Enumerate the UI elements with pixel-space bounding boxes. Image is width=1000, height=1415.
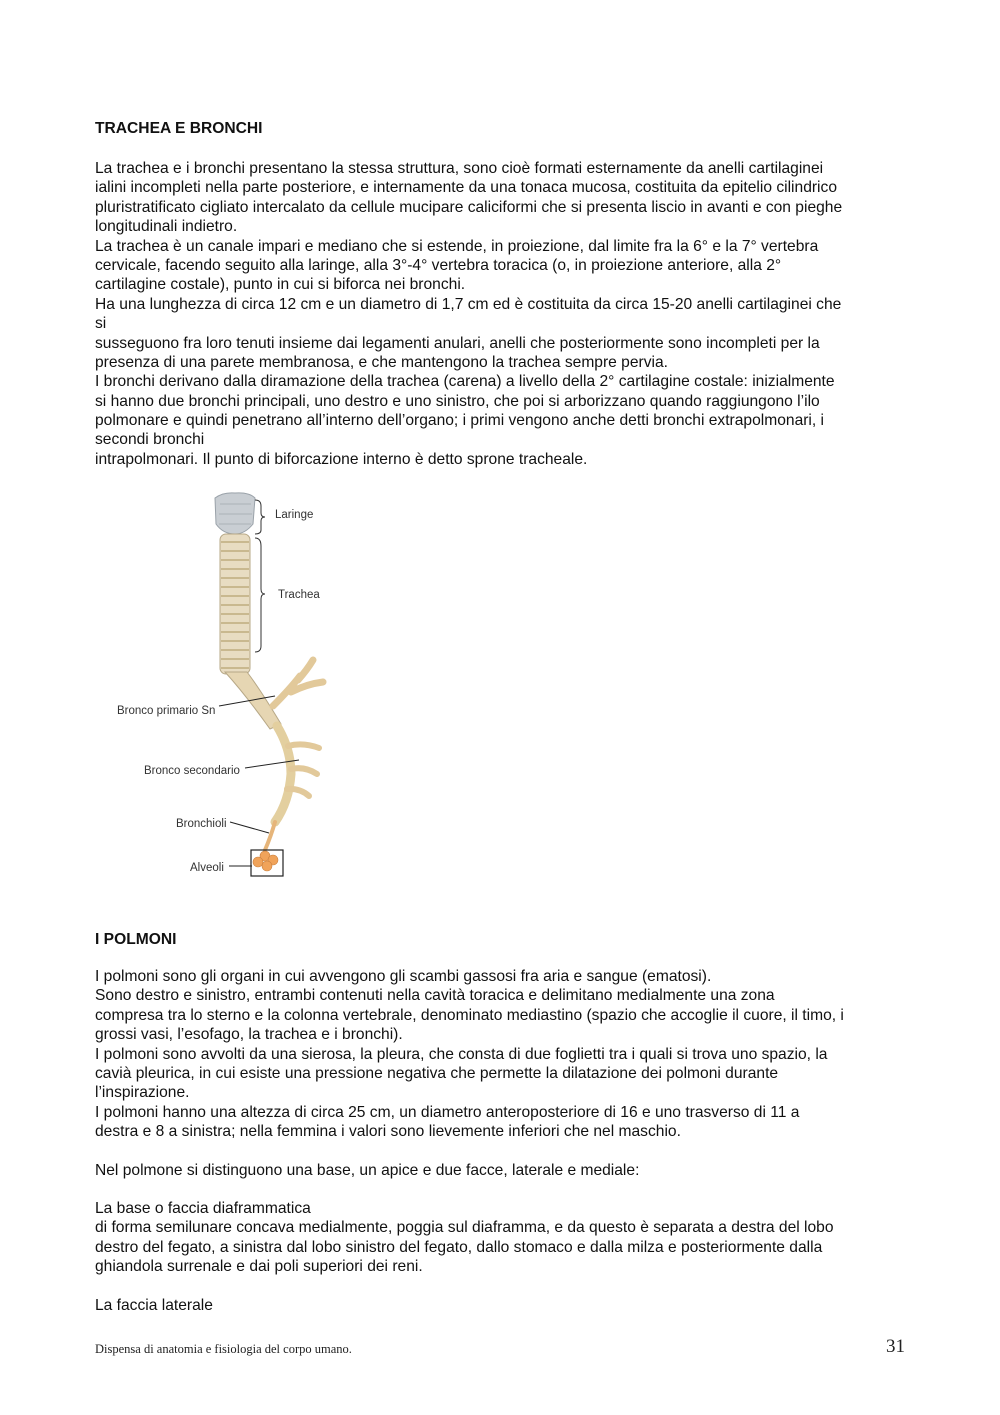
faccia-laterale [95, 1296, 910, 1315]
paragraph-line: compresa tra lo sterno e la colonna vertebrale, denominato mediastino (spazio che accoglie il cuore, il timo, i [95, 1006, 844, 1024]
label-bronco-primario: Bronco primario Sn [117, 705, 216, 717]
section-title-polmoni: I POLMONI [95, 931, 177, 948]
label-laringe: Laringe [275, 509, 314, 521]
paragraph-line: secondi bronchi [95, 431, 205, 449]
label-bronchioli: Bronchioli [176, 818, 227, 830]
paragraph-line: cartilagine costale), punto in cui si biforca nei bronchi. [95, 276, 466, 294]
paragraph-line: l’inspirazione. [95, 1084, 190, 1102]
paragraph-line: grossi vasi, l’esofago, la trachea e i bronchi). [95, 1026, 403, 1044]
paragraph-line: di forma semilunare concava medialmente, poggia sul diaframma, e da questo è separata a destra del lobo [95, 1219, 834, 1237]
paragraph-line: ialini incompleti nella parte posteriore, e internamente da una tonaca mucosa, costituita da epitelio cilindrico [95, 179, 837, 197]
base-diaframmatica [95, 1199, 910, 1277]
paragraph-line: destro del fegato, a sinistra dal lobo sinistro del fegato, dallo stomaco e dalla milza e posteriormente dalla [95, 1238, 823, 1256]
paragraph-line: pluristratificato cigliato intercalato da cellule mucipare caliciformi che si presenta liscio in avanti e con pieghe [95, 198, 843, 216]
paragraph-line: Sono destro e sinistro, entrambi contenuti nella cavità toracica e delimitano medialmente una zona [95, 987, 775, 1005]
paragraph-line: La trachea e i bronchi presentano la stessa struttura, sono cioè formati esternamente da anelli cartilaginei [95, 160, 824, 177]
page-number: 31 [886, 1336, 905, 1357]
paragraph-line: ghiandola surrenale e dai poli superiori dei reni. [95, 1258, 423, 1276]
subheading-laterale: La faccia laterale [95, 1297, 213, 1314]
label-bronco-secondario: Bronco secondario [144, 765, 240, 777]
paragraph-line: susseguono fra loro tenuti insieme dai legamenti anulari, anelli che posteriormente sono incompleti per la [95, 334, 820, 352]
paragraph-line: Nel polmone si distinguono una base, un apice e due facce, laterale e mediale: [95, 1162, 640, 1179]
section-body-polmoni [95, 967, 910, 1142]
paragraph-line: cervicale, facendo seguito alla laringe, alla 3°-4° vertebra toracica (o, in proiezione anteriore, alla 2° [95, 256, 782, 274]
subheading-base: La base o faccia diaframmatica [95, 1200, 311, 1217]
paragraph-line: I polmoni hanno una altezza di circa 25 cm, un diametro anteroposteriore di 16 e uno trasverso di 11 a [95, 1103, 800, 1121]
paragraph-line: cavià pleurica, in cui esiste una pressione negativa che permette la dilatazione dei polmoni durante [95, 1064, 779, 1082]
paragraph-line: Ha una lunghezza di circa 12 cm e un diametro di 1,7 cm ed è costituita da circa 15-20 anelli cartilaginei che [95, 295, 842, 313]
paragraph-line: si hanno due bronchi principali, uno destro e uno sinistro, che poi si arborizzano quando raggiungono l’ilo [95, 392, 820, 410]
label-alveoli: Alveoli [190, 862, 224, 874]
label-trachea: Trachea [278, 589, 320, 601]
bronchus-secondary-shape [275, 726, 291, 822]
paragraph-line: presenza di una parete membranosa, e che mantengono la trachea sempre pervia. [95, 353, 668, 371]
respiratory-tree-illustration [95, 484, 345, 890]
paragraph-line: si [95, 315, 107, 333]
paragraph-line: destra e 8 a sinistra; nella femmina i valori sono lievemente inferiori che nel maschio. [95, 1123, 681, 1141]
paragraph-line: longitudinali indietro. [95, 218, 238, 236]
bronchus-primary-shape [225, 672, 281, 729]
section-body-trachea [95, 159, 910, 469]
section-title-trachea: TRACHEA E BRONCHI [95, 120, 263, 137]
paragraph-line: La trachea è un canale impari e mediano che si estende, in proiezione, dal limite fra la 6° e la 7° vertebra [95, 237, 819, 255]
paragraph-line: intrapolmonari. Il punto di biforcazione interno è detto sprone tracheale. [95, 450, 588, 468]
paragraph-line: I polmoni sono avvolti da una sierosa, la pleura, che consta di due foglietti tra i quali si trova uno spazio, la [95, 1045, 828, 1063]
polmone-intro [95, 1161, 910, 1180]
larynx-shape [215, 493, 255, 534]
paragraph-line: I bronchi derivano dalla diramazione della trachea (carena) a livello della 2° cartilagine costale: inizialmente [95, 373, 835, 391]
paragraph-line: polmonare e quindi penetrano all’interno dell’organo; i primi vengono anche detti bronchi extrapolmonari, i [95, 412, 825, 430]
footer-text: Dispensa di anatomia e fisiologia del corpo umano. [95, 1342, 352, 1356]
paragraph-line: I polmoni sono gli organi in cui avvengono gli scambi gassosi fra aria e sangue (ematosi). [95, 968, 712, 985]
